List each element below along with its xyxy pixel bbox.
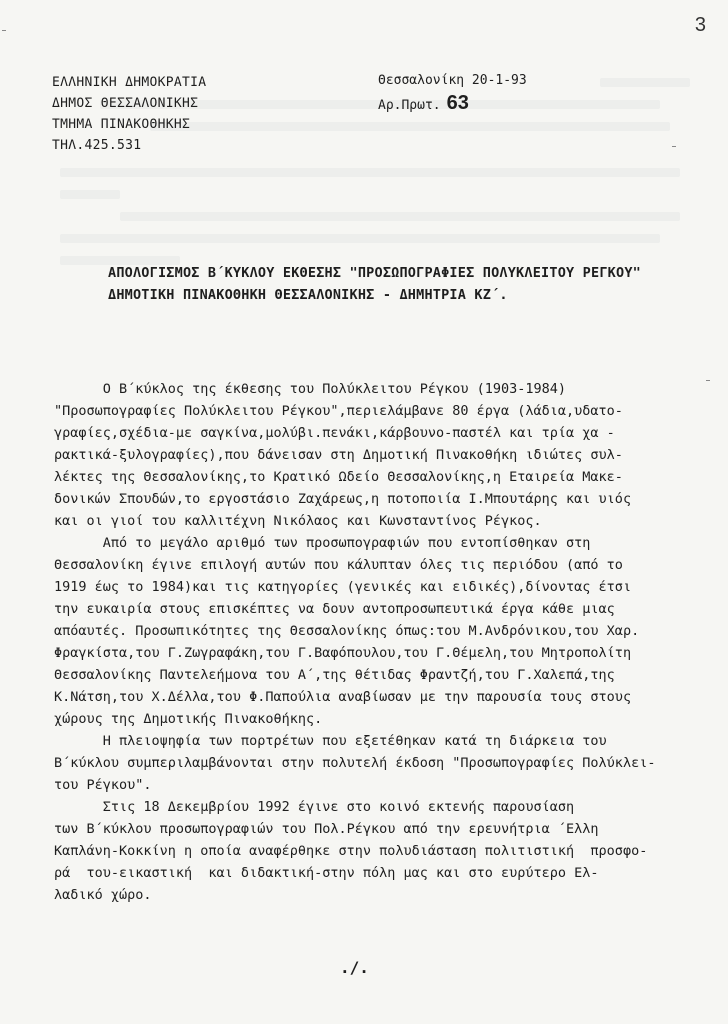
date-line: Θεσσαλονίκη 20-1-93 <box>378 73 527 88</box>
document-title <box>108 262 641 306</box>
body-line: την ευκαιρία στους επισκέπτες να δουν αντοπροσωπευτικά έργα κάθε μιας <box>54 601 615 617</box>
body-line: Καπλάνη-Κοκκίνη η οποία αναφέρθηκε στην πολυδιάσταση πολιτιστική προσφο- <box>54 843 648 859</box>
title-line: ΑΠΟΛΟΓΙΣΜΟΣ Β΄ΚΥΚΛΟΥ ΕΚΘΕΣΗΣ "ΠΡΟΣΩΠΟΓΡΑΦΙΕΣ ΠΟΛΥΚΛΕΙΤΟΥ ΡΕΓΚΟΥ" <box>108 265 641 281</box>
margin-mark <box>2 30 6 31</box>
header-line: ΕΛΛΗΝΙΚΗ ΔΗΜΟΚΡΑΤΙΑ <box>52 75 207 90</box>
body-line: Κ.Νάτση,του Χ.Δέλλα,του Φ.Παπούλια αναβίωσαν με την παρουσία τους στους <box>54 689 632 705</box>
body-line: "Προσωπογραφίες Πολύκλειτου Ρέγκου",περιελάμβανε 80 έργα (λάδια,υδατο- <box>54 403 623 419</box>
body-line: απόαυτές. Προσωπικότητες της Θεσσαλονίκης όπως:του Μ.Ανδρόνικου,του Χαρ. <box>54 623 640 639</box>
body-line: Στις 18 Δεκεμβρίου 1992 έγινε στο κοινό εκτενής παρουσίαση <box>54 799 575 815</box>
continuation-mark: ./. <box>340 958 369 977</box>
document-body <box>54 378 684 906</box>
protocol-number: 63 <box>446 92 469 114</box>
margin-mark <box>706 380 710 381</box>
body-line: Θεσσαλονίκης Παντελεήμονα του Α΄,της θέτιδας Φραντζή,του Γ.Χαλεπά,της <box>54 667 615 683</box>
body-line: δονικών Σπουδών,το εργοστάσιο Ζαχάρεως,η ποτοποιία Ι.Μπουτάρης και υιός <box>54 491 632 507</box>
header-line: ΔΗΜΟΣ ΘΕΣΣΑΛΟΝΙΚΗΣ <box>52 96 199 111</box>
margin-mark <box>672 146 676 147</box>
title-line: ΔΗΜΟΤΙΚΗ ΠΙΝΑΚΟΘΗΚΗ ΘΕΣΣΑΛΟΝΙΚΗΣ - ΔΗΜΗΤΡΙΑ ΚΖ΄. <box>108 287 508 303</box>
body-line: Β΄κύκλου συμπεριλαμβάνονται στην πολυτελή έκδοση "Προσωπογραφίες Πολύκλει- <box>54 755 656 771</box>
header-line: ΤΗΛ.425.531 <box>52 138 142 153</box>
header-line: ΤΜΗΜΑ ΠΙΝΑΚΟΘΗΚΗΣ <box>52 117 191 132</box>
body-line: λέκτες της Θεσσαλονίκης,το Κρατικό Ωδείο Θεσσαλονίκης,η Εταιρεία Μακε- <box>54 469 623 485</box>
body-line: Η πλειοψηφία των πορτρέτων που εξετέθηκαν κατά τη διάρκεια του <box>54 733 607 749</box>
date-protocol-block <box>378 70 527 117</box>
body-line: 1919 έως το 1984)και τις κατηγορίες (γενικές και ειδικές),δίνοντας έτσι <box>54 579 632 595</box>
sender-header <box>52 72 206 156</box>
body-line: ρά του-εικαστική και διδακτική-στην πόλη μας και στο ευρύτερο Ελ- <box>54 865 599 881</box>
body-line: και οι γιοί του καλλιτέχνη Νικόλαος και Κωνσταντίνος Ρέγκος. <box>54 513 542 529</box>
page-number: 3 <box>694 14 706 36</box>
body-line: Θεσσαλονίκη έγινε επιλογή αυτών που κάλυπταν όλες τις περιόδου (από το <box>54 557 623 573</box>
body-line: των Β΄κύκλου προσωπογραφιών του Πολ.Ρέγκου από την ερευνήτρια ΄Ελλη <box>54 821 599 837</box>
body-line: λαδικό χώρο. <box>54 887 152 903</box>
body-line: Ο Β΄κύκλος της έκθεσης του Πολύκλειτου Ρέγκου (1903-1984) <box>54 381 567 397</box>
body-line: ρακτικά-ξυλογραφίες),που δάνεισαν στη Δημοτική Πινακοθήκη ιδιώτες συλ- <box>54 447 623 463</box>
body-line: του Ρέγκου". <box>54 777 152 793</box>
body-line: Φραγκίστα,του Γ.Ζωγραφάκη,του Γ.Βαφόπουλου,του Γ.Θέμελη,του Μητροπολίτη <box>54 645 632 661</box>
body-line: γραφίες,σχέδια-με σαγκίνα,μολύβι.πενάκι,κάρβουνο-παστέλ και τρία χα - <box>54 425 615 441</box>
protocol-label: Αρ.Πρωτ. <box>378 98 441 113</box>
protocol-line <box>378 92 527 117</box>
body-line: χώρους της Δημοτικής Πινακοθήκης. <box>54 711 323 727</box>
body-line: Από το μεγάλο αριθμό των προσωπογραφιών που εντοπίσθηκαν στη <box>54 535 591 551</box>
